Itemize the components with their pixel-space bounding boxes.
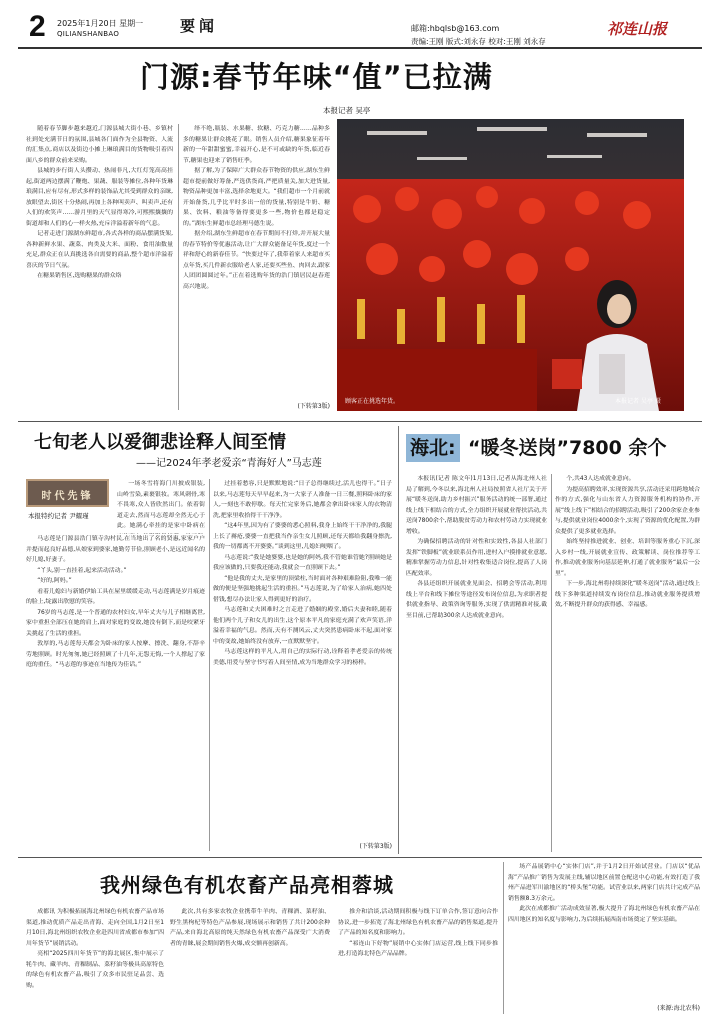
article2-continued: (下转第3版)	[359, 843, 392, 850]
paragraph: 此次在成都推广活动成效显著,极大提升了海北州绿色有机农畜产品在四川地区的知名度与影响力,为后续拓展西南市场奠定了坚实基础。	[508, 906, 700, 923]
article1-photo	[337, 119, 684, 411]
paragraph: 亮相“2025四川年货节”的海北展区,集中展示了牦牛肉、藏羊肉、青稞制品、菜籽油等极具高原特色的绿色有机农畜产品,吸引了众多市民驻足品尝、选购。	[26, 951, 164, 989]
article1-col1	[26, 124, 173, 410]
article3-title-prefix: 海北:	[406, 434, 460, 462]
paragraph: 此次,共有多家农牧企业携带牛羊肉、青稞酒、菜籽油、野生黑枸杞等特色产品参展,现场展示和销售了共计200余种产品,来自海北高原的纯天然绿色有机农畜产品深受广大消费者的青睐,展会期间销售火爆,成交额再创新高。	[170, 909, 330, 947]
article3-title-rest: “暖冬送岗”7800 余个	[468, 437, 667, 459]
paragraph: 县城的步行街人头攒动、热闹非凡,大红灯笼高高挂起,街道两边摆满了鞭炮、果蔬、服装等摊位,各种年货琳琅满目,应有尽有,形式多样的装饰品尤其受到群众的亲睐,放眼望去,街区十分热闹,再加上各种叫卖声、叫卖声,还有人们的欢笑声……游月里的天气显得寒冷,可熙熙攘攘的街道却和人们的心一样火热,充斥洋溢着新年的气息。	[26, 168, 173, 227]
paragraph: “祁连山下好物”展销中心实体门店运营,线上线下同步推进,打造海北特色产品品牌。	[338, 940, 498, 957]
paragraph: 76岁的马志莲,是一个普通的农村妇女,早年丈夫与儿子相继离世,家中重担全部压在她的肩上,面对家庭的变故,她没有倒下,而是咬紧牙关挑起了生活的重担。	[26, 609, 205, 637]
article1-byline: 本报记者 吴亭	[323, 106, 371, 115]
issue-date: 2025年1月20日 星期一	[57, 19, 144, 28]
article2-col1-bottom	[26, 534, 205, 852]
column-tag-label: 时代先锋	[41, 491, 94, 502]
paragraph: 记者走进门源湖东鲜超市,各式各样的商品摆满货架,各种新鲜水果、蔬菜、肉类及大米、面粉、食用油数量充足,群众正在认真挑选各自需要的商品,整个超市洋溢着喜庆的节日气氛。	[26, 231, 173, 269]
page-number: 2	[29, 10, 46, 43]
masthead	[0, 0, 707, 44]
section-name: 要闻	[180, 17, 219, 35]
article4-title: 我州绿色有机农畜产品亮相蓉城	[100, 873, 394, 897]
paragraph: 马志莲说:“我是她婆婆,也是她的阿妈,我不管她谁管她?照顾她是我应该做的,只要我还能动,我就会一直照顾下去。”	[213, 554, 392, 571]
article2-title: 七旬老人以爱御悲诠释人间至情	[34, 432, 286, 453]
paper-pinyin: QILIANSHANBAO	[57, 30, 120, 38]
article1-col2	[183, 124, 330, 402]
paragraph: 场产品展销中心“实体门店”,并于1月2日开始试营业。门店以“优品海”产品推广销售为发展主线,辅以地区前置仓配送中心功能,有效打造了我州产品进军川渝地区的“桥头堡”功能。试营业以来,两家门店共计完成产品销售额8.3万余元。	[508, 864, 700, 902]
section-rule-2	[18, 857, 702, 858]
article3-col1	[406, 474, 547, 852]
paragraph: “他是我的丈夫,是家里的顶梁柱,当时面对各种艰难险阻,我唯一能做的便是坚强地挑起生活的重担。”马志莲说,为了给家人治病,她四处借钱,想尽办法让家人得到更好的治疗。	[213, 575, 392, 603]
paragraph: 推介和洽谈,活动期间积极与线下订单合作,签订意向合作协议,进一步拓宽了海北州绿色有机农畜产品的销售渠道,提升了产品的知名度和影响力。	[338, 909, 498, 936]
column-divider	[209, 479, 210, 851]
article3-col2	[555, 474, 700, 852]
article2-byline: 本报特约记者 尹耀瑾	[28, 512, 89, 520]
masthead-rule	[18, 47, 702, 49]
paper-logo: 祁连山报	[607, 20, 668, 38]
article2-col2	[213, 479, 392, 839]
article4-col4	[508, 862, 700, 1002]
column-divider	[503, 862, 504, 1014]
column-divider	[178, 124, 179, 410]
paragraph: 在糖果销售区,选购糖果的群众络	[37, 273, 122, 279]
article2-subtitle: ——记2024年孝老爱亲“青海好人”马志莲	[136, 458, 322, 469]
paragraph: 据了解,为了保障广大群众春节物资的供应,湖东生鲜超市提前做好筹备,严选供货商,严把质量关,加大进货量,物资品种更加丰富,选择余地更大。“我们超市一个月前就开始备货,几乎比平时多出一倍的货量,特别是牛奶、糖果、饮料、粮油等备得要更多一些,物价也都是稳定的。”湖东生鲜超市总经理马德生说。	[183, 168, 330, 227]
paragraph: 个,共43人达成就业意向。	[566, 476, 635, 482]
paragraph: 敦厚的,马志莲每天都会为卧床的家人按摩、擦洗、翻身,不辞辛劳地照顾。时光匆匆,她已经照顾了十几年,无怨无悔,一个人撑起了家庭的重任。“马志莲的事迹在当地传为佳话。”	[26, 641, 205, 668]
paragraph: 为确保招聘活动的针对性和实效性,各县人社部门发挥“铁脚板”就业联系员作用,进村入户摸排就业意愿,精准掌握劳动力信息,针对性收集适合岗位,提高了人岗匹配效率。	[406, 539, 547, 577]
paragraph: 为提高招聘效率,实现资源共享,活动还采用跨地域合作的方式,强化与山东省人力资源服务机构的协作,开展“线上线下”相结合的招聘活动,吸引了200余家企业参与,提供就业岗位4000余个,实现了资源的优化配置,为群众提供了更多就业选择。	[555, 486, 700, 535]
contact-email: 邮箱:hbqlsb@163.com	[411, 24, 500, 33]
paragraph: 一场冬雪将海门川披成银装,山岭雪染,素裹银妆。寒风刺骨,寒不畏寒,众人皆欣然出门。依着街道走去,然而马志莲却全然无心于此。她满心牵挂的是家中卧病在	[117, 481, 205, 529]
article2-col1-top	[117, 479, 205, 534]
article4-col1	[26, 907, 164, 1011]
article1-continued: (下转第3版)	[297, 403, 330, 410]
photo-credit: 本报记者 吴亭 摄	[615, 398, 661, 405]
editor-credits: 责编:王刚 版式:刘永存 校对:王刚 刘永存	[411, 37, 546, 46]
paragraph: 始终坚持推进就业、创业、培训等服务重心下沉,深入乡村一线,开展就业宣传、政策解读、岗位推荐等工作,推动就业服务向基层延伸,打通了就业服务“最后一公里”。	[555, 539, 700, 577]
paragraph: “丫头,别一直挂着,起来活动活动。”	[37, 567, 127, 574]
paragraph: “好的,阿妈。”	[37, 578, 72, 584]
article4-col3	[338, 907, 498, 1011]
paragraph: 本报讯(记者 陈文年)1月13日,记者从海北州人社局了解到,今冬以来,海北州人社局按照省人社厅关于开展“暖冬送岗,助力乡村振兴”服务活动的统一部署,通过线上线下相结合的方式,全力组织开展就业帮扶活动,共送岗7800余个,帮助脱贫劳动力和农村劳动力实现就业增收。	[406, 476, 547, 535]
article4-source: (来源:海北农科)	[657, 1005, 700, 1012]
section-rule-1	[18, 421, 702, 422]
paragraph: “这4年里,因为有了婆婆的悉心照料,我身上始终干干净净的,我腿上长了褥疮,婆婆一直把我当作亲生女儿照顾,还每天都给我翻身擦洗,我的一切都离不开婆婆。”谈到这里,儿媳妇哽咽了。	[213, 523, 392, 550]
paragraph: 下一步,海北州将持续深化“暖冬送岗”活动,通过线上线下多种渠道持续发布岗位信息,推动就业服务提质增效,不断提升群众的获得感、幸福感。	[555, 581, 700, 608]
shop-photo-illustration	[337, 119, 684, 411]
column-tag	[26, 479, 109, 507]
article3-title-box	[406, 434, 702, 462]
article4-col2	[170, 907, 330, 1011]
paragraph: 据介绍,湖东生鲜超市在春节期间不打烊,并开展大量的春节特价等优惠活动,让广大群众能备足年货,度过一个祥和舒心的新春佳节。“快要过年了,我带着家人来超市买点年货,买几件新衣服给老人家,还要买些鱼、肉回去,跟家人团团圆圆过年。”正在着选购年货的浩门镇居民赵春莲高兴地说。	[183, 231, 330, 290]
paragraph: 成都讯 为积极拓展海北州绿色有机农畜产品市场渠道,推动优质产品走出青海、走向全国,1月2日至1月10日,海北州组织农牧企业赴四川省成都市参加“四川年货节”展销活动。	[26, 909, 164, 947]
column-divider	[551, 474, 552, 852]
paragraph: 马志莲这样的平凡人,用自己的实际行动,诠释着孝老爱亲的传统美德,用爱与坚守书写着人间至情,成为当地群众学习的榜样。	[213, 649, 392, 666]
paragraph: 绎不绝,瓶装、水果糖、软糖、巧克力糖……品种多多的糖果让群众挑花了眼。销售人员介绍,糖果象征着年新的一年甜甜蜜蜜,幸福开心,是不可或缺的年货,临近春节,糖果也迎来了销售旺季。	[183, 126, 330, 164]
paragraph: 马志莲和丈夫困难时之言走进了婚姻的殿堂,婚后夫妻和睦,随着他们两个儿子和女儿的出生,这个原本平凡的家庭充满了欢声笑语,洋溢着幸福的气息。然而,天有不测风云,丈夫突然患病卧床不起,面对家中的变故,她始终没有放弃,一直默默坚守。	[213, 607, 392, 645]
paragraph: 各县还组织开展就业见面会、招聘会等活动,利用线上平台和线下摊位等途径发布岗位信息,为求职者提供就业指导、政策咨询等服务,实现了供需精准对接,截至目前,已帮助300余人达成就业意向。	[406, 581, 547, 619]
paragraph: 马志莲是门源县浩门镇寺沟村民,在当地出了名的贤惠,家家户户并提而起良好品德,从娘家到婆家,她勤劳节俭,照顾老小,是远近闻名的好儿媳,好妻子。	[26, 536, 205, 563]
paragraph: 看着儿媳妇与新婚伊始工具在屋里缓缓走动,马志莲满是岁月痕迹的脸上,绽露出欣慰的笑容。	[26, 588, 205, 605]
paragraph: 随着春节脚步越来越近,门源县城大街小巷、乡镇村社到处充满节日的氛围,县城各门面作为全县物资、人流的汇集点,商店以及街边小摊上琳琅满目的货物吸引着四面八乡的群众前来采购。	[26, 126, 173, 164]
paragraph: 过挂着愁容,只是默默地说:“日子总得继续过,活儿也得干。”日子以来,马志莲每天早早起来,为一大家子人准备一日三餐,照料卧床的家人,一刻也不敢停歇。每天忙完家务后,她都会拿出卧床家人的衣物清洗,把家里收拾得干干净净。	[213, 481, 392, 519]
article1-title: 门源:春节年味“值”已拉满	[140, 60, 493, 94]
photo-caption: 顾客正在挑选年货。	[345, 398, 400, 405]
article-divider	[398, 426, 399, 854]
